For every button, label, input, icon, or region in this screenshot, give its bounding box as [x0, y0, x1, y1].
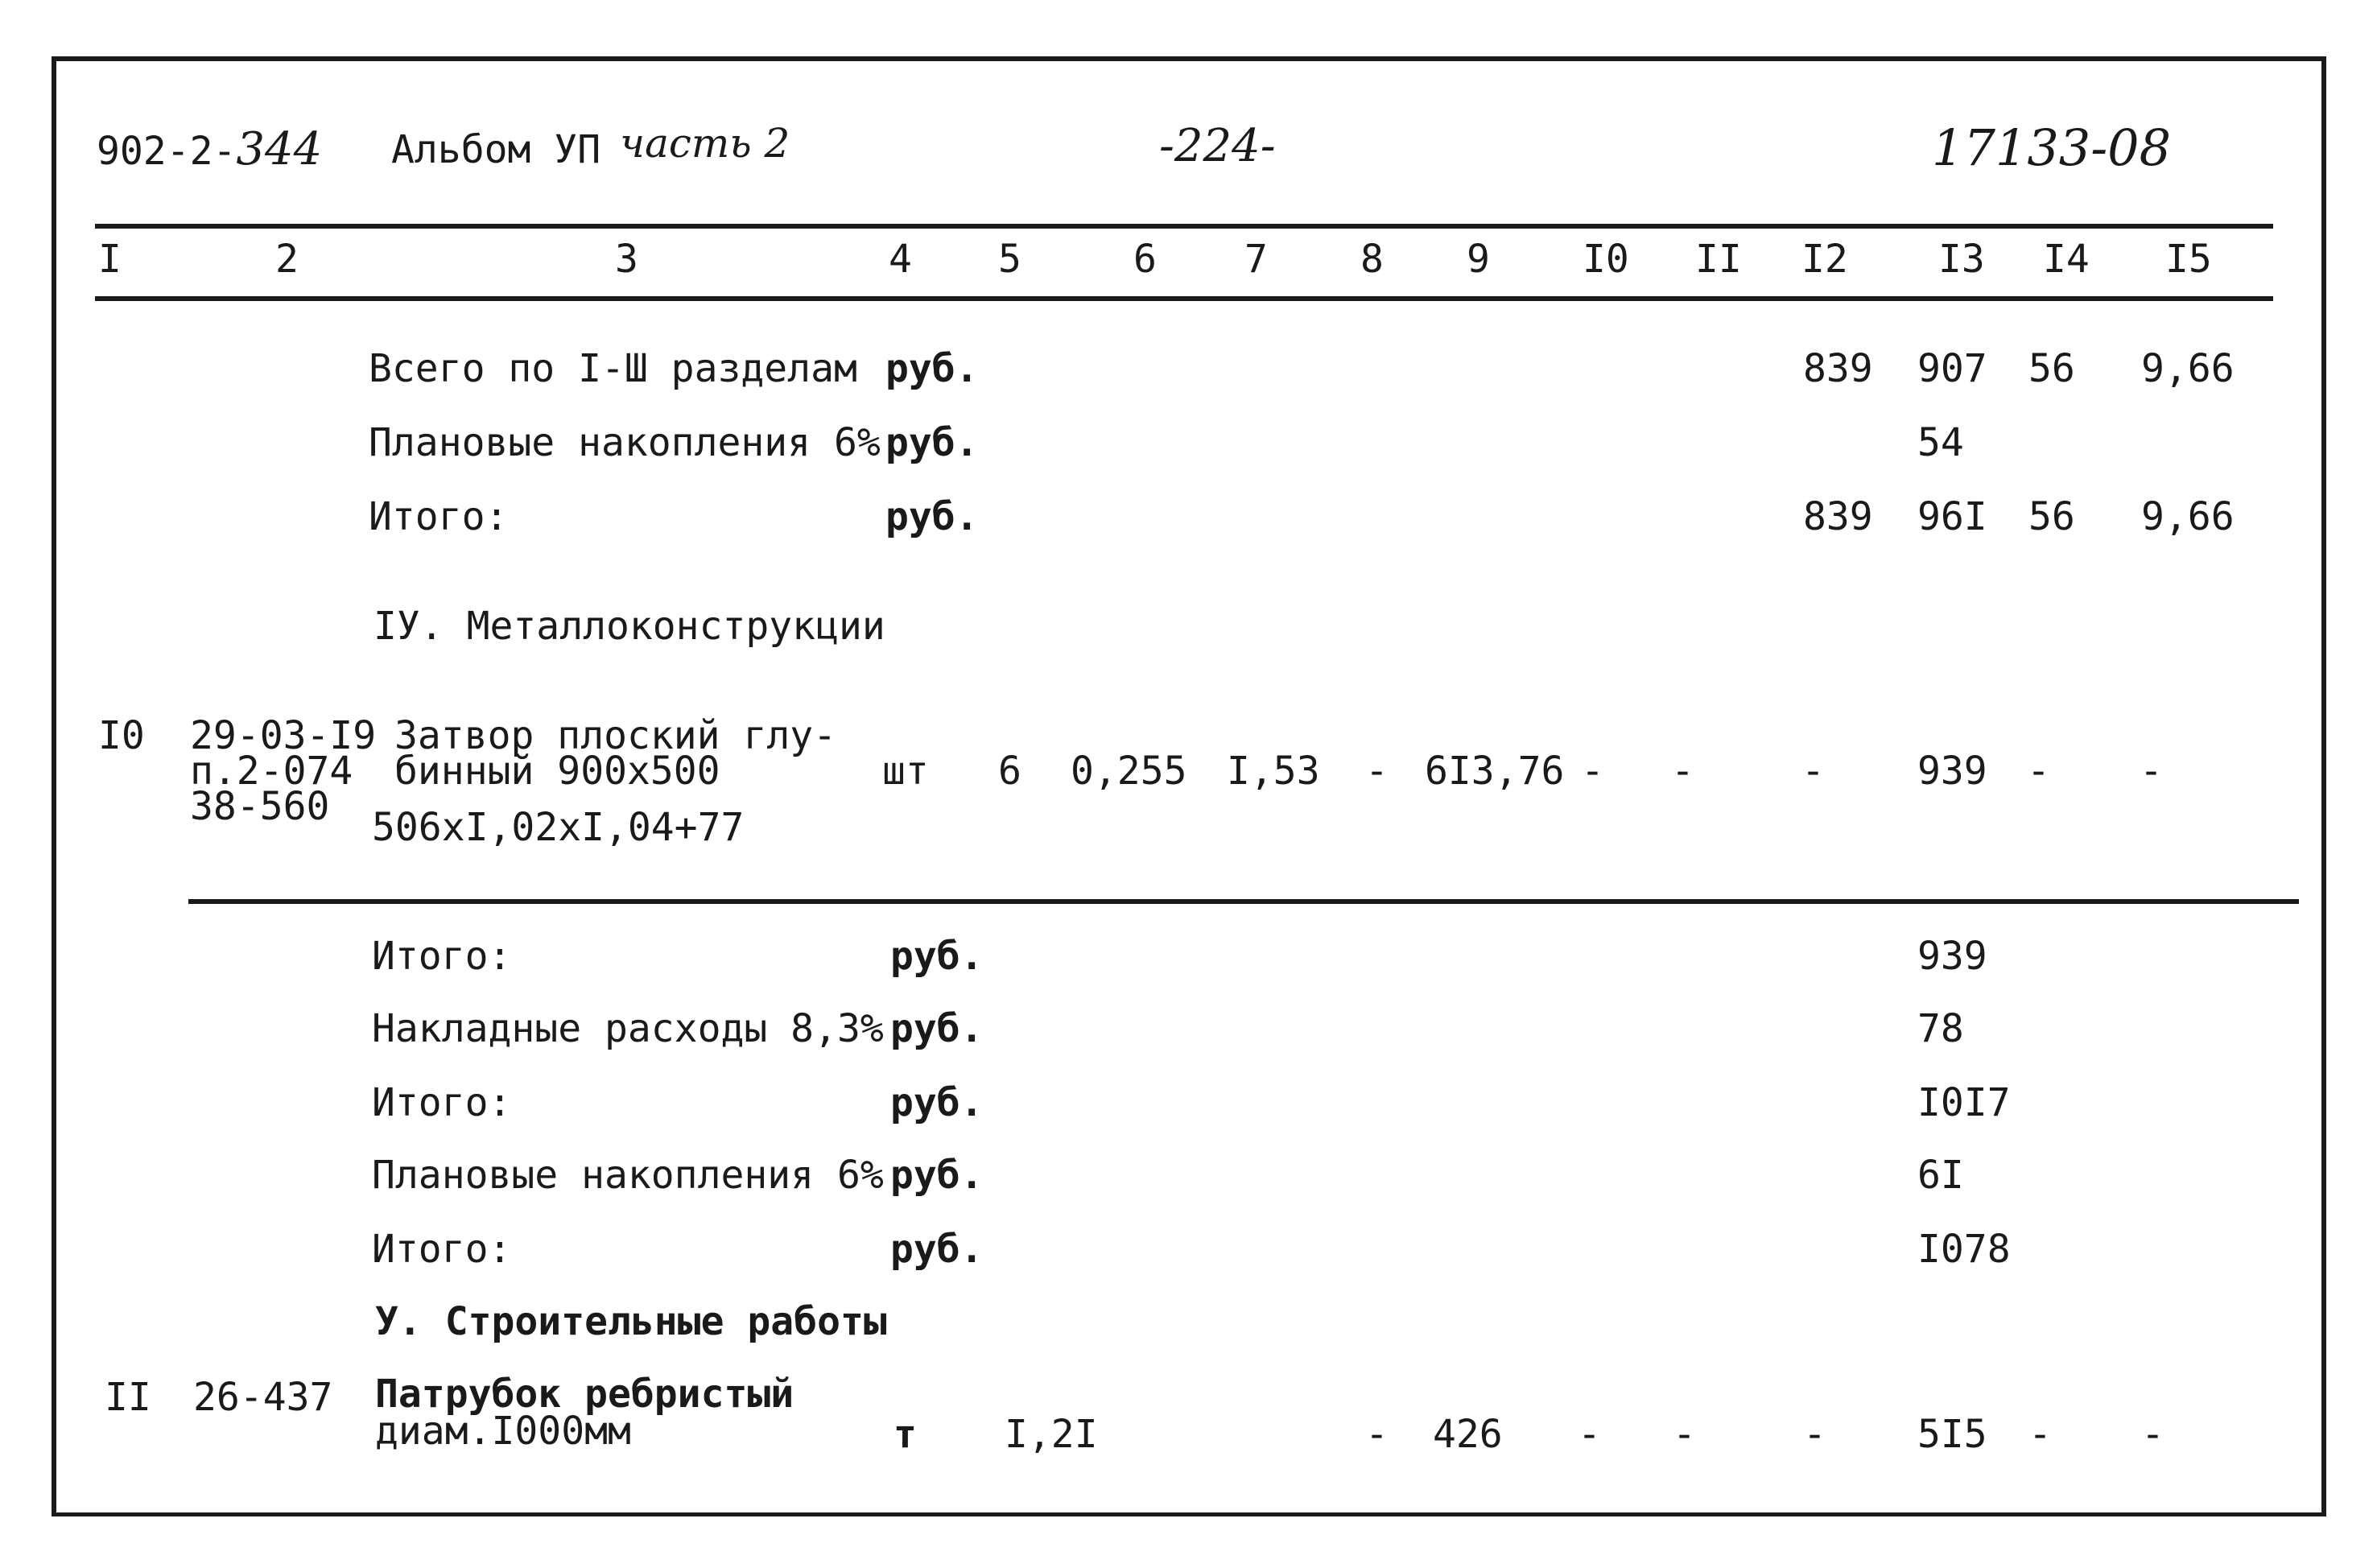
doc-code — [97, 123, 323, 175]
album-title: Альбом УП — [391, 127, 601, 172]
col-header-13: I3 — [1938, 237, 1985, 282]
value-col12: - — [1803, 1412, 1826, 1457]
page-number: -224- — [1159, 120, 1276, 172]
unit: руб. — [885, 494, 979, 539]
value-col7: I,53 — [1227, 749, 1320, 794]
row-code-3: 38-560 — [190, 784, 330, 829]
value-col15: 9,66 — [2141, 494, 2235, 539]
col-header-6: 6 — [1133, 237, 1157, 282]
unit: руб. — [890, 1006, 984, 1051]
summary-row-label: Итого: — [369, 494, 509, 539]
row-description-1: Патрубок ребристый — [375, 1372, 794, 1417]
value-col11: - — [1671, 749, 1694, 794]
value-col12: - — [1801, 749, 1825, 794]
value-col14: 56 — [2028, 494, 2075, 539]
value-col11: - — [1673, 1412, 1696, 1457]
value-col14: 56 — [2028, 346, 2075, 391]
value-col12: 839 — [1803, 494, 1873, 539]
section-heading-5: У. Строительные работы — [375, 1299, 887, 1344]
col-header-15: I5 — [2165, 237, 2212, 282]
value-col14: - — [2027, 749, 2050, 794]
col-header-12: I2 — [1801, 237, 1848, 282]
unit: руб. — [890, 1227, 984, 1272]
value-col9: 6I3,76 — [1425, 749, 1565, 794]
value-col15: 9,66 — [2141, 346, 2235, 391]
value-col13: 939 — [1917, 934, 1987, 979]
col-header-5: 5 — [998, 237, 1021, 282]
summary-row-label: Накладные расходы 8,3% — [372, 1006, 884, 1051]
unit: руб. — [890, 1153, 984, 1198]
row-number: II — [105, 1375, 151, 1420]
row-code-2: п.2-074 — [190, 749, 353, 794]
summary-row-label: Плановые накопления 6% — [369, 420, 881, 465]
unit: руб. — [890, 1080, 984, 1125]
col-header-11: II — [1695, 237, 1742, 282]
value-col14: - — [2028, 1412, 2052, 1457]
subtotal-rule — [188, 899, 2299, 904]
value-col9: 426 — [1433, 1412, 1503, 1457]
value-col8: - — [1365, 1412, 1389, 1457]
value-col10: - — [1581, 749, 1604, 794]
row-description-2: бинный 900х500 — [394, 749, 720, 794]
doc-code-number: 344 — [236, 123, 323, 175]
summary-row-label: Итого: — [372, 1227, 512, 1272]
stamp-number: 17133-08 — [1932, 118, 2172, 177]
value-col15: - — [2141, 1412, 2164, 1457]
album-part: часть 2 — [620, 120, 790, 167]
section-heading-4: IУ. Металлоконструкции — [373, 604, 885, 649]
doc-code-prefix: 902-2- — [97, 129, 237, 174]
col-header-14: I4 — [2043, 237, 2090, 282]
col-header-10: I0 — [1583, 237, 1629, 282]
summary-row-label: Всего по I-Ш разделам — [369, 346, 857, 391]
row-formula: 506хI,02хI,04+77 — [372, 805, 745, 850]
row-code-1: 29-03-I9 — [190, 713, 377, 758]
row-code-1: 26-437 — [193, 1375, 333, 1420]
row-description-1: Затвор плоский глу- — [394, 713, 837, 758]
value-col13: 939 — [1917, 749, 1987, 794]
col-header-4: 4 — [889, 237, 912, 282]
row-number: I0 — [98, 713, 145, 758]
col-header-1: I — [98, 237, 122, 282]
value-col12: 839 — [1803, 346, 1873, 391]
col-header-7: 7 — [1244, 237, 1268, 282]
header-rule — [95, 224, 2273, 229]
row-description-2: диам.I000мм — [375, 1409, 631, 1454]
value-col13: 907 — [1917, 346, 1987, 391]
value-col13: I0I7 — [1917, 1080, 2011, 1125]
value-col5: 6 — [998, 749, 1021, 794]
unit: руб. — [885, 346, 979, 391]
col-header-2: 2 — [275, 237, 299, 282]
summary-row-label: Плановые накопления 6% — [372, 1153, 884, 1198]
col-header-3: 3 — [615, 237, 638, 282]
value-col13: I078 — [1917, 1227, 2011, 1272]
col-header-9: 9 — [1467, 237, 1490, 282]
value-col13: 78 — [1917, 1006, 1964, 1051]
unit: т — [893, 1412, 917, 1457]
value-col13: 96I — [1917, 494, 1987, 539]
summary-row-label: Итого: — [372, 934, 512, 979]
value-col6: 0,255 — [1071, 749, 1187, 794]
value-col5: I,2I — [1005, 1412, 1098, 1457]
unit: руб. — [885, 420, 979, 465]
value-col13: 6I — [1917, 1153, 1964, 1198]
column-header-rule — [95, 296, 2273, 301]
value-col15: - — [2140, 749, 2163, 794]
col-header-8: 8 — [1360, 237, 1384, 282]
summary-row-label: Итого: — [372, 1080, 512, 1125]
unit: шт — [882, 749, 929, 794]
value-col13: 5I5 — [1917, 1412, 1987, 1457]
value-col8: - — [1365, 749, 1389, 794]
value-col13: 54 — [1917, 420, 1964, 465]
value-col10: - — [1578, 1412, 1601, 1457]
unit: руб. — [890, 934, 984, 979]
